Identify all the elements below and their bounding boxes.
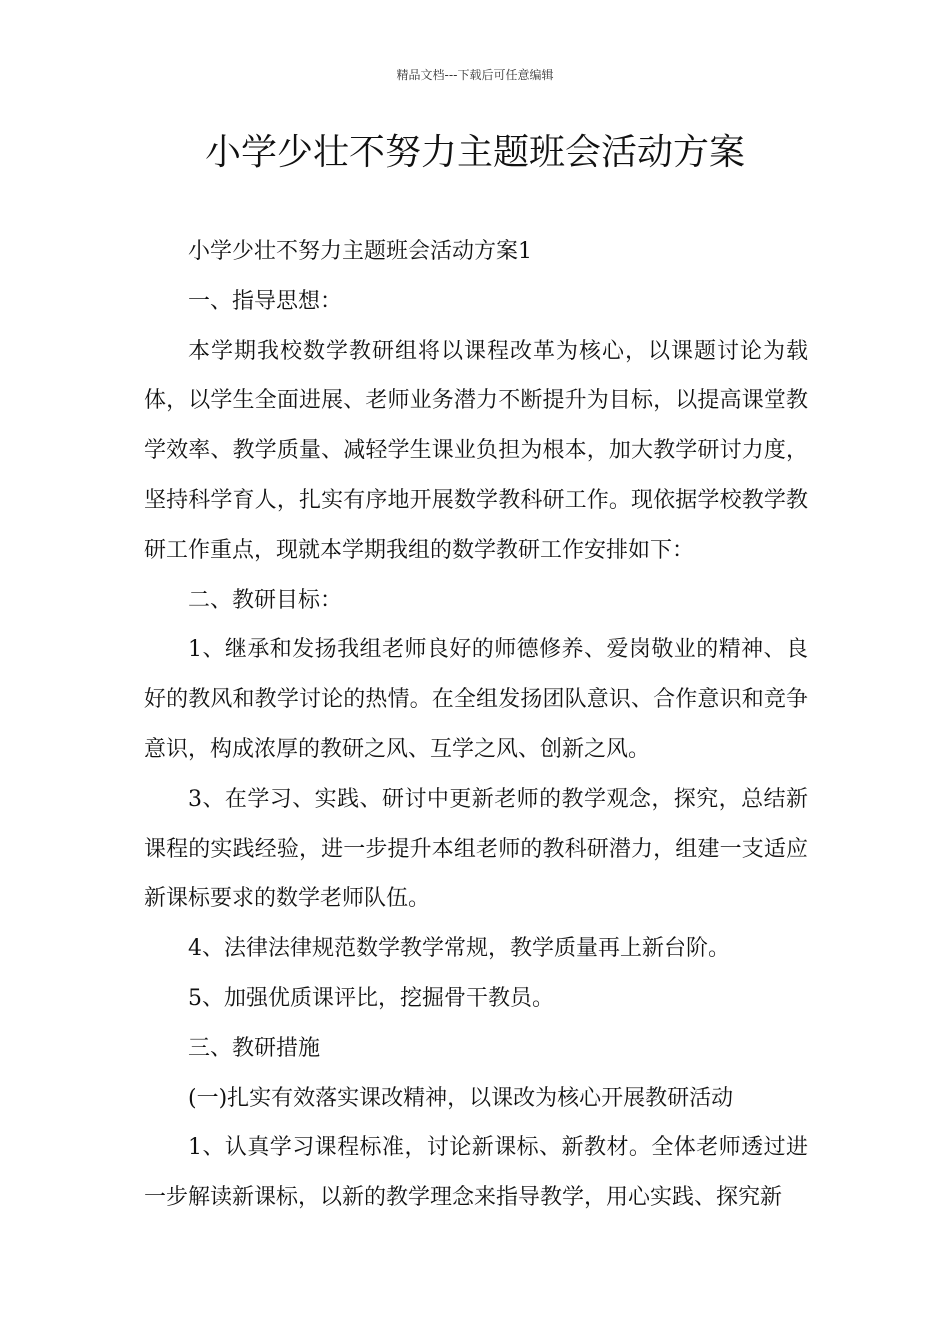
document-title: 小学少壮不努力主题班会活动方案 [204,132,745,173]
body-paragraph: 3、在学习、实践、研讨中更新老师的教学观念，探究，总结新课程的实践经验，进一步提升本组老师的教科研潜力，组建一支适应新课标要求的数学老师队伍。 [144,786,808,912]
subtitle-paragraph: 小学少壮不努力主题班会活动方案1 [188,239,532,264]
body-paragraph: 本学期我校数学教研组将以课程改革为核心，以课题讨论为载体，以学生全面进展、老师业务潜力不断提升为目标，以提高课堂教学效率、教学质量、减轻学生课业负担为根本，加大教学研讨力度，坚持科学育人，扎实有序地开展数学教科研工作。现依据学校教学教研工作重点，现就本学期我组的数学教研工作安排如下： [144,338,808,563]
document-body [144,227,808,1223]
body-paragraph: 4、法律法律规范数学教学常规，教学质量再上新台阶。 [188,936,730,962]
body-paragraph: 1、认真学习课程标准，讨论新课标、新教材。全体老师透过进一步解读新课标，以新的教学理念来指导教学，用心实践、探究新 [144,1135,808,1211]
body-paragraph: 1、继承和发扬我组老师良好的师德修养、爱岗敬业的精神、良好的教风和教学讨论的热情。在全组发扬团队意识、合作意识和竞争意识，构成浓厚的教研之风、互学之风、创新之风。 [144,637,808,762]
body-paragraph: 5、加强优质课评比，挖掘骨干教员。 [188,985,554,1011]
section-heading: 一、指导思想： [188,288,343,314]
subsection-heading: (一)扎实有效落实课改精神，以课改为核心开展教研活动 [188,1085,734,1111]
header-note: 精品文档---下载后可任意编辑 [396,68,554,82]
section-heading: 二、教研目标： [188,587,343,613]
section-heading: 三、教研措施 [188,1035,321,1061]
